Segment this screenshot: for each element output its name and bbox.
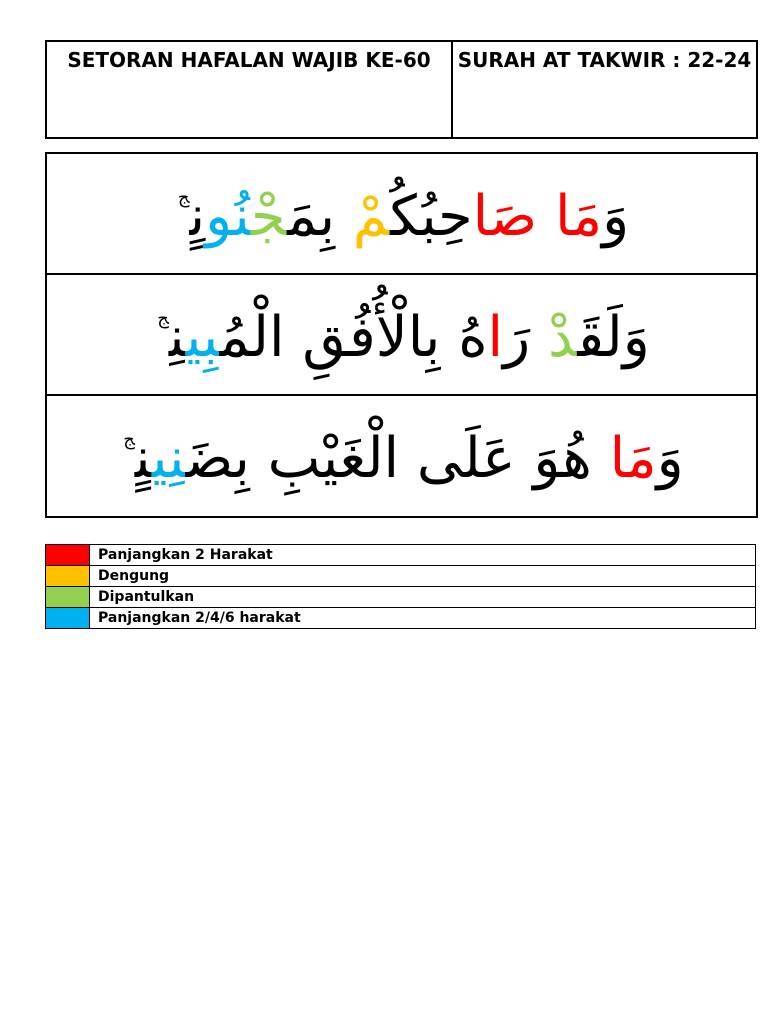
waqf-mark: ج: [177, 186, 190, 208]
verse-segment: رَ: [503, 304, 548, 370]
tajwid-legend: [45, 544, 756, 629]
legend-label: Dipantulkan: [90, 587, 756, 608]
legend-row: [46, 566, 756, 587]
waqf-mark: ج: [157, 307, 169, 329]
legend-row: [46, 545, 756, 566]
verse-segment: نُو: [205, 183, 251, 249]
verse-segment: مَا: [555, 183, 603, 249]
verse-segment: ْ بِمَ: [287, 183, 353, 249]
verse-segment: صَا: [472, 183, 538, 249]
verse-segment: نٍ: [134, 426, 152, 492]
verse-segment: جْ: [250, 183, 288, 249]
legend-label: Panjangkan 2 Harakat: [90, 545, 756, 566]
legend-row: [46, 608, 756, 629]
legend-color-swatch: [46, 545, 90, 566]
verse-segment: بِي: [185, 304, 220, 370]
verse-segment: نِ: [168, 304, 186, 370]
legend-label: Panjangkan 2/4/6 harakat: [90, 608, 756, 629]
surah-reference: SURAH AT TAKWIR : 22-24: [457, 48, 752, 72]
page-title: SETORAN HAFALAN WAJIB KE-60: [47, 42, 453, 137]
verse-segment: مَا: [609, 426, 657, 492]
verse-text: [174, 177, 629, 250]
verse-segment: دْ: [547, 304, 578, 370]
legend-label: Dengung: [90, 566, 756, 587]
verse-segment: هُ بِالْأُفُقِ الْمُ: [219, 304, 488, 370]
verse-table: [45, 152, 758, 518]
verse-segment: وَلَقَ: [577, 304, 650, 370]
verse-segment: [537, 184, 555, 249]
verse-segment: نٍ: [189, 183, 206, 249]
verse-text: [153, 298, 650, 371]
verse-row: [47, 396, 756, 516]
verse-row: [47, 275, 756, 396]
verse-segment: حِبُكُ: [390, 183, 473, 249]
verse-segment: م: [352, 183, 391, 249]
legend-color-swatch: [46, 566, 90, 587]
waqf-mark: ج: [123, 429, 135, 451]
verse-segment: نِي: [151, 426, 186, 492]
legend-color-swatch: [46, 608, 90, 629]
verse-row: [47, 154, 756, 275]
legend-row: [46, 587, 756, 608]
verse-segment: وَ: [656, 426, 684, 492]
verse-text: [119, 419, 683, 492]
header-table: [45, 40, 758, 139]
verse-segment: وَ: [602, 183, 630, 249]
verse-segment: هُوَ عَلَى الْغَيْبِ بِضَ: [185, 426, 610, 492]
legend-color-swatch: [46, 587, 90, 608]
verse-segment: ا: [487, 304, 504, 370]
